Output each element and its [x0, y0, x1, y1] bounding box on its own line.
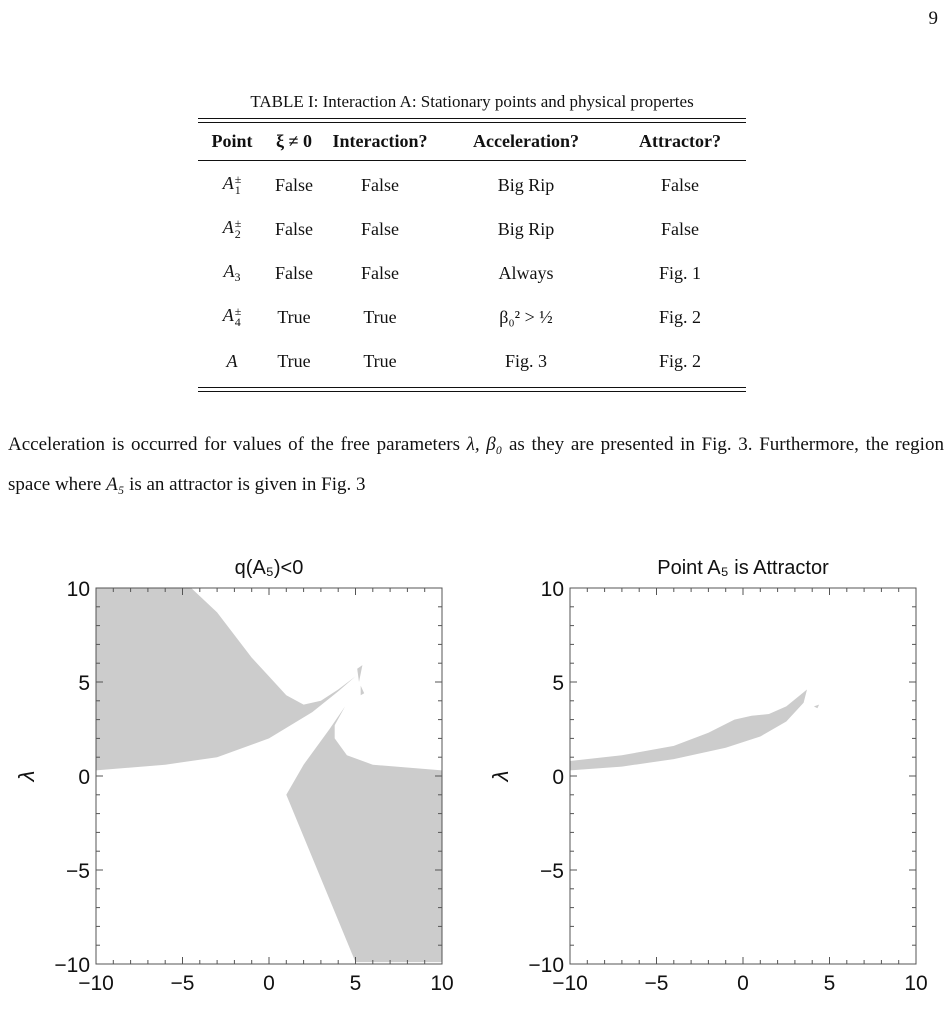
cell-interaction: False [361, 174, 399, 195]
header-acceleration: Acceleration? [473, 131, 579, 151]
y-tick-label: 5 [78, 672, 90, 695]
cell-acceleration: Fig. 3 [504, 350, 547, 371]
x-tick-label: −5 [170, 972, 195, 995]
table-row [198, 207, 746, 251]
table-row [198, 339, 746, 383]
cell-xi: False [275, 262, 313, 283]
table-row [198, 251, 746, 295]
cell-acceleration: Always [498, 262, 554, 283]
y-tick-label: 10 [66, 578, 90, 601]
y-axis-label: λ [488, 770, 513, 782]
cell-interaction: True [363, 306, 397, 327]
y-tick-label: 5 [552, 672, 564, 695]
region-fill-0 [570, 690, 807, 771]
x-tick-label: 10 [904, 972, 928, 995]
cell-attractor: False [661, 174, 699, 195]
page-number: 9 [928, 8, 938, 29]
region-fill-1 [357, 665, 362, 682]
region-fill-1 [814, 705, 819, 709]
table-header-rule [198, 160, 746, 161]
x-tick-label: 0 [737, 972, 749, 995]
y-tick-label: 10 [540, 578, 564, 601]
cell-point: A ± 2 [222, 215, 242, 242]
cell-attractor: False [661, 218, 699, 239]
x-tick-label: −10 [552, 972, 588, 995]
body-paragraph: Acceleration is occurred for values of the free parameters λ, β₀ as they are presented in Fig. 3. Furthermore, the region space where A₅ is an attractor is given in Fig. 3 [8, 434, 944, 495]
y-tick-label: 0 [78, 766, 90, 789]
region-fill-3 [286, 706, 442, 962]
cell-attractor: Fig. 2 [658, 350, 701, 371]
header-attractor: Attractor? [639, 131, 721, 151]
stationary-points-table [198, 118, 746, 392]
x-tick-label: −5 [644, 972, 669, 995]
region-fill-2 [361, 686, 365, 695]
cell-acceleration: β₀² > ½ [499, 306, 553, 327]
cell-point: A ± 4 [222, 303, 242, 330]
y-tick-label: 0 [552, 766, 564, 789]
x-tick-label: 5 [349, 972, 362, 995]
plot-frame [570, 588, 916, 964]
cell-attractor: Fig. 2 [658, 306, 701, 327]
cell-interaction: True [363, 350, 397, 371]
cell-point: A [226, 350, 238, 371]
cell-interaction: False [361, 218, 399, 239]
region-fill-0 [96, 588, 356, 770]
cell-xi: False [275, 218, 313, 239]
x-tick-label: 10 [430, 972, 454, 995]
cell-attractor: Fig. 1 [658, 262, 701, 283]
header-point: Point [211, 131, 253, 151]
cell-acceleration: Big Rip [497, 218, 555, 239]
table-row [198, 295, 746, 339]
y-tick-label: −10 [54, 954, 90, 977]
table-bottom-rule [198, 387, 746, 392]
x-tick-label: 0 [263, 972, 275, 995]
chart-title: Point A₅ is Attractor [657, 557, 829, 579]
header-xi: ξ ≠ 0 [276, 131, 312, 151]
y-tick-label: −5 [540, 860, 564, 883]
cell-xi: True [277, 306, 311, 327]
table-caption: TABLE I: Interaction A: Stationary points and physical propertes [250, 92, 694, 111]
chart-title: q(A₅)<0 [234, 557, 304, 579]
cell-point: $A_3$ [223, 261, 241, 284]
cell-acceleration: Big Rip [497, 174, 555, 195]
attractor-region-plot [474, 540, 944, 1010]
y-axis-label: λ [14, 770, 39, 782]
cell-xi: True [277, 350, 311, 371]
q-negative-plot [0, 540, 470, 1010]
header-interaction: Interaction? [332, 131, 428, 151]
y-tick-label: −10 [528, 954, 564, 977]
y-tick-label: −5 [66, 860, 90, 883]
cell-xi: False [275, 174, 313, 195]
cell-point: A ± 1 [222, 171, 242, 198]
x-tick-label: 5 [823, 972, 836, 995]
table-row [198, 163, 746, 207]
cell-interaction: False [361, 262, 399, 283]
x-tick-label: −10 [78, 972, 114, 995]
